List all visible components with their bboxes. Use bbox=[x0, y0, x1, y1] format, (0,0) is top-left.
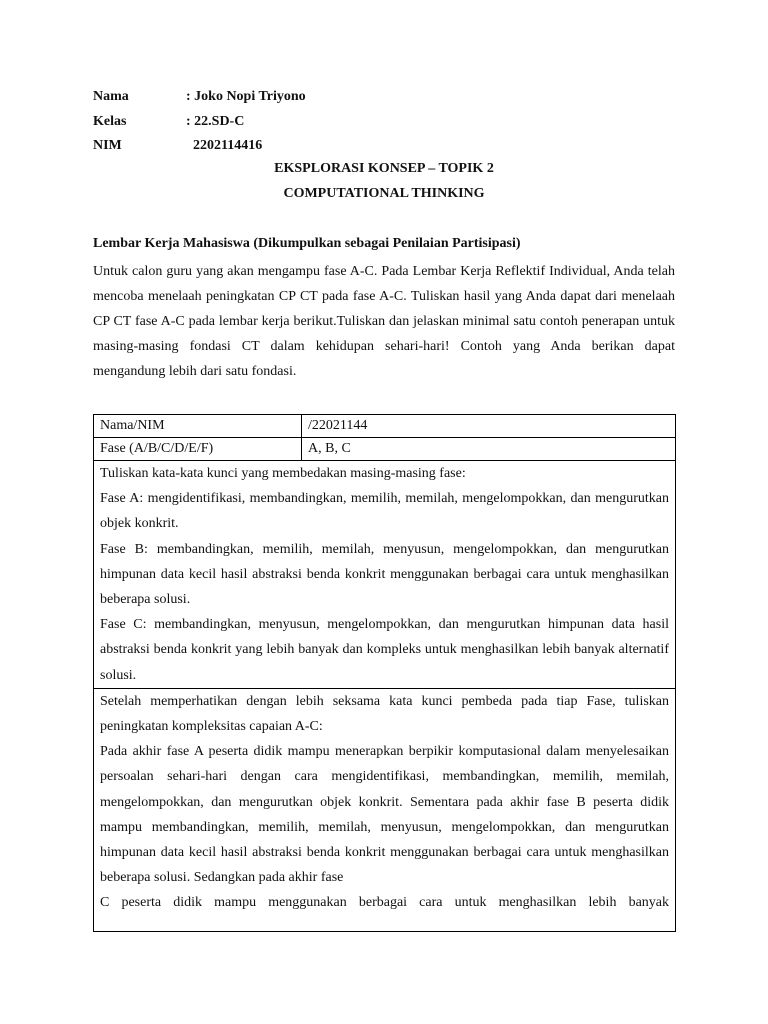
complexity-prompt: Setelah memperhatikan dengan lebih seksama kata kunci pembeda pada tiap Fase, tuliskan peningkatan kompleksitas capaian A-C: bbox=[100, 693, 669, 735]
table-row-nama-nim bbox=[94, 415, 676, 438]
name-row bbox=[93, 85, 493, 110]
student-identity bbox=[93, 85, 493, 159]
table-row-complexity bbox=[94, 688, 676, 931]
keywords-fase-c: Fase C: membandingkan, menyusun, mengelompokkan, dan mengurutkan himpunan data hasil abstraksi benda konkrit yang lebih banyak dan kompleks untuk menghasilkan lebih banyak alternatif solusi. bbox=[100, 617, 669, 683]
complexity-cell bbox=[94, 688, 676, 931]
keywords-fase-b: Fase B: membandingkan, memilih, memilah, menyusun, mengelompokkan, dan mengurutkan himpunan data kecil hasil abstraksi benda konkrit menggunakan berbagai cara untuk menghasilkan beberapa solusi. bbox=[100, 541, 669, 608]
table-row-keywords bbox=[94, 461, 676, 689]
class-value: : 22.SD-C bbox=[186, 113, 245, 129]
keywords-cell bbox=[94, 461, 676, 689]
keywords-prompt: Tuliskan kata-kata kunci yang membedakan masing-masing fase: bbox=[100, 466, 466, 481]
fase-label: Fase (A/B/C/D/E/F) bbox=[94, 438, 302, 461]
fase-value: A, B, C bbox=[302, 438, 676, 461]
nim-row bbox=[93, 134, 493, 159]
complexity-content bbox=[100, 689, 669, 931]
document-title: EKSPLORASI KONSEP – TOPIK 2 bbox=[274, 161, 494, 176]
complexity-answer: Pada akhir fase A peserta didik mampu menerapkan berpikir komputasional dalam menyelesaikan persoalan sehari-hari dengan cara mengidentifikasi, membandingkan, memilih, memilah, mengelompokkan, dan mengurutkan objek konkrit. Sementara pada akhir fase B peserta didik mampu membandingkan, memilih, memilah, menyusun, mengelompokkan, dan mengurutkan himpunan data kecil hasil abstraksi benda konkrit menggunakan berbagai cara untuk menghasilkan beberapa solusi. Sedangkan pada akhir fase bbox=[100, 744, 669, 886]
name-label: Nama bbox=[93, 89, 129, 104]
nim-label: NIM bbox=[93, 138, 122, 153]
worksheet-table bbox=[93, 414, 676, 932]
worksheet-instructions: Untuk calon guru yang akan mengampu fase A-C. Pada Lembar Kerja Reflektif Individual, Anda telah mencoba menelaah peningkatan CP CT pada fase A-C. Tuliskan hasil yang Anda dapat dari menelaah CP CT fase A-C pada lembar kerja berikut.Tuliskan dan jelaskan minimal satu contoh penerapan untuk masing-masing fondasi CT dalam kehidupan sehari-hari! Contoh yang Anda berikan dapat mengandung lebih dari satu fondasi. bbox=[93, 264, 675, 379]
document-subtitle: COMPUTATIONAL THINKING bbox=[283, 186, 485, 201]
worksheet-title: Lembar Kerja Mahasiswa (Dikumpulkan sebagai Penilaian Partisipasi) bbox=[93, 236, 521, 251]
name-value: : Joko Nopi Triyono bbox=[186, 89, 306, 104]
complexity-continued: C peserta didik mampu menggunakan berbagai cara untuk menghasilkan lebih banyak bbox=[100, 895, 669, 911]
nim-value: 2202114416 bbox=[193, 138, 263, 153]
class-label: Kelas bbox=[93, 113, 127, 129]
table-row-fase bbox=[94, 438, 676, 461]
nama-nim-value: /22021144 bbox=[302, 415, 676, 438]
class-row bbox=[93, 110, 493, 135]
keywords-fase-a: Fase A: mengidentifikasi, membandingkan, memilih, memilah, mengelompokkan, dan mengurutkan objek konkrit. bbox=[100, 491, 669, 532]
nama-nim-label: Nama/NIM bbox=[94, 415, 302, 438]
